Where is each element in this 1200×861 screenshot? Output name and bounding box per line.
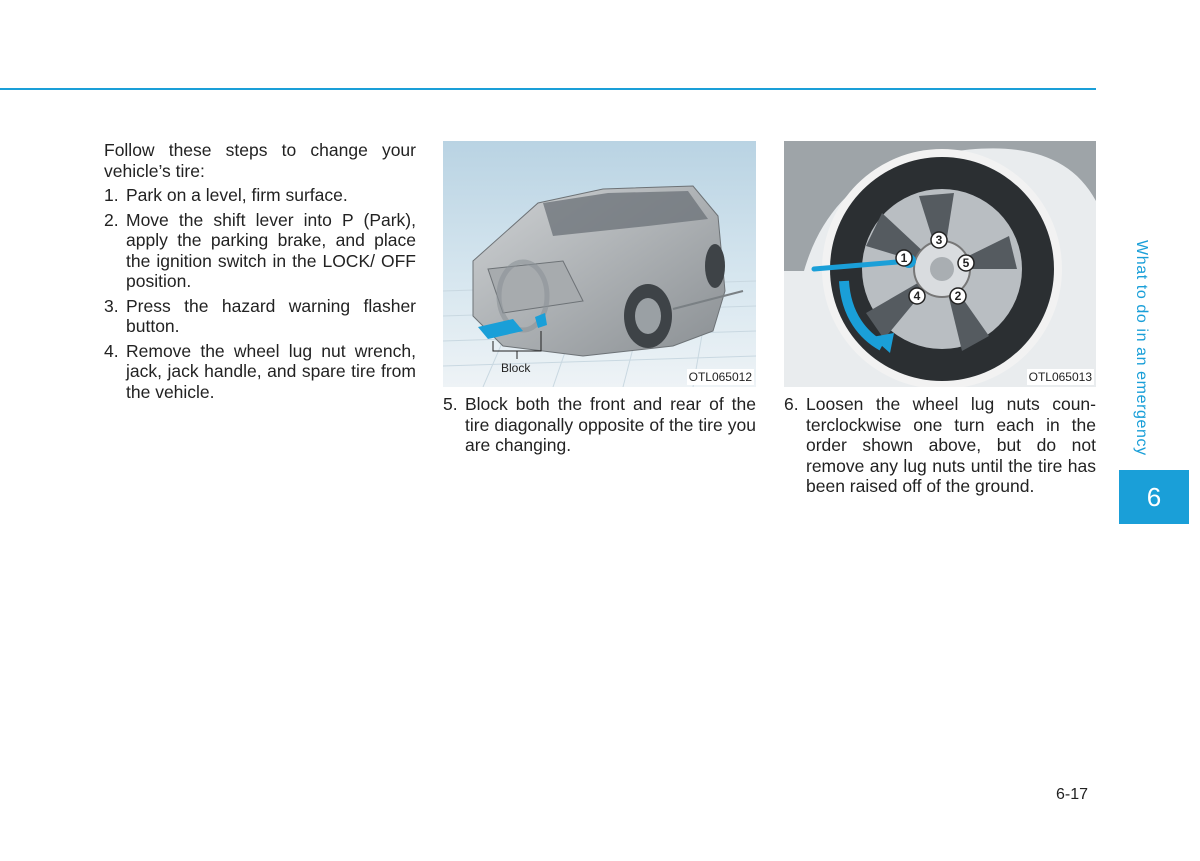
step-2 bbox=[104, 210, 416, 292]
intro-paragraph: Follow these steps to change your vehicle’s tire: bbox=[104, 140, 416, 181]
chapter-tab: 6 bbox=[1119, 470, 1189, 524]
nut-number-2: 2 bbox=[954, 289, 962, 303]
step-number: 6. bbox=[784, 394, 799, 414]
step-text: Park on a level, firm surface. bbox=[126, 185, 348, 205]
page-number: 6-17 bbox=[1056, 786, 1089, 803]
section-title: What to do in an emergency bbox=[1133, 240, 1150, 456]
middle-text-column bbox=[443, 394, 756, 460]
nut-number-1: 1 bbox=[900, 251, 908, 265]
step-number: 5. bbox=[443, 394, 458, 414]
figure-lug-nut-order bbox=[784, 141, 1096, 387]
step-text: Loosen the wheel lug nuts coun- terclockwise one turn each in the order shown above, but do not remove any lug nuts until the tire has been raised off of the ground. bbox=[806, 394, 1096, 496]
nut-number-3: 3 bbox=[935, 233, 943, 247]
nut-number-5: 5 bbox=[962, 256, 970, 270]
step-text: Move the shift lever into P (Park), apply the parking brake, and place the ignition switch in the LOCK/ OFF position. bbox=[126, 209, 416, 291]
step-3 bbox=[104, 296, 416, 337]
block-label: Block bbox=[501, 361, 531, 375]
step-5 bbox=[443, 394, 756, 456]
header-rule bbox=[0, 88, 1096, 90]
step-4 bbox=[104, 341, 416, 403]
step-text: Block both the front and rear of the tire diagonally opposite of the tire you are changing. bbox=[465, 394, 756, 455]
suv-block-illustration bbox=[443, 141, 756, 387]
right-text-column bbox=[784, 394, 1096, 501]
step-number: 3. bbox=[104, 295, 119, 316]
left-text-column bbox=[104, 140, 416, 406]
figure-code: OTL065013 bbox=[1028, 370, 1092, 384]
figure-wheel-block bbox=[443, 141, 756, 387]
step-number: 1. bbox=[104, 185, 119, 205]
step-1 bbox=[104, 185, 416, 206]
step-number: 2. bbox=[104, 209, 119, 230]
figure-code: OTL065012 bbox=[688, 370, 752, 384]
wheel-lug-illustration bbox=[784, 141, 1096, 387]
step-number: 4. bbox=[104, 340, 119, 361]
step-text: Press the hazard warning flasher button. bbox=[126, 295, 416, 336]
step-6 bbox=[784, 394, 1096, 497]
nut-number-4: 4 bbox=[913, 289, 921, 303]
step-text: Remove the wheel lug nut wrench, jack, jack handle, and spare tire from the vehicle. bbox=[126, 340, 416, 402]
